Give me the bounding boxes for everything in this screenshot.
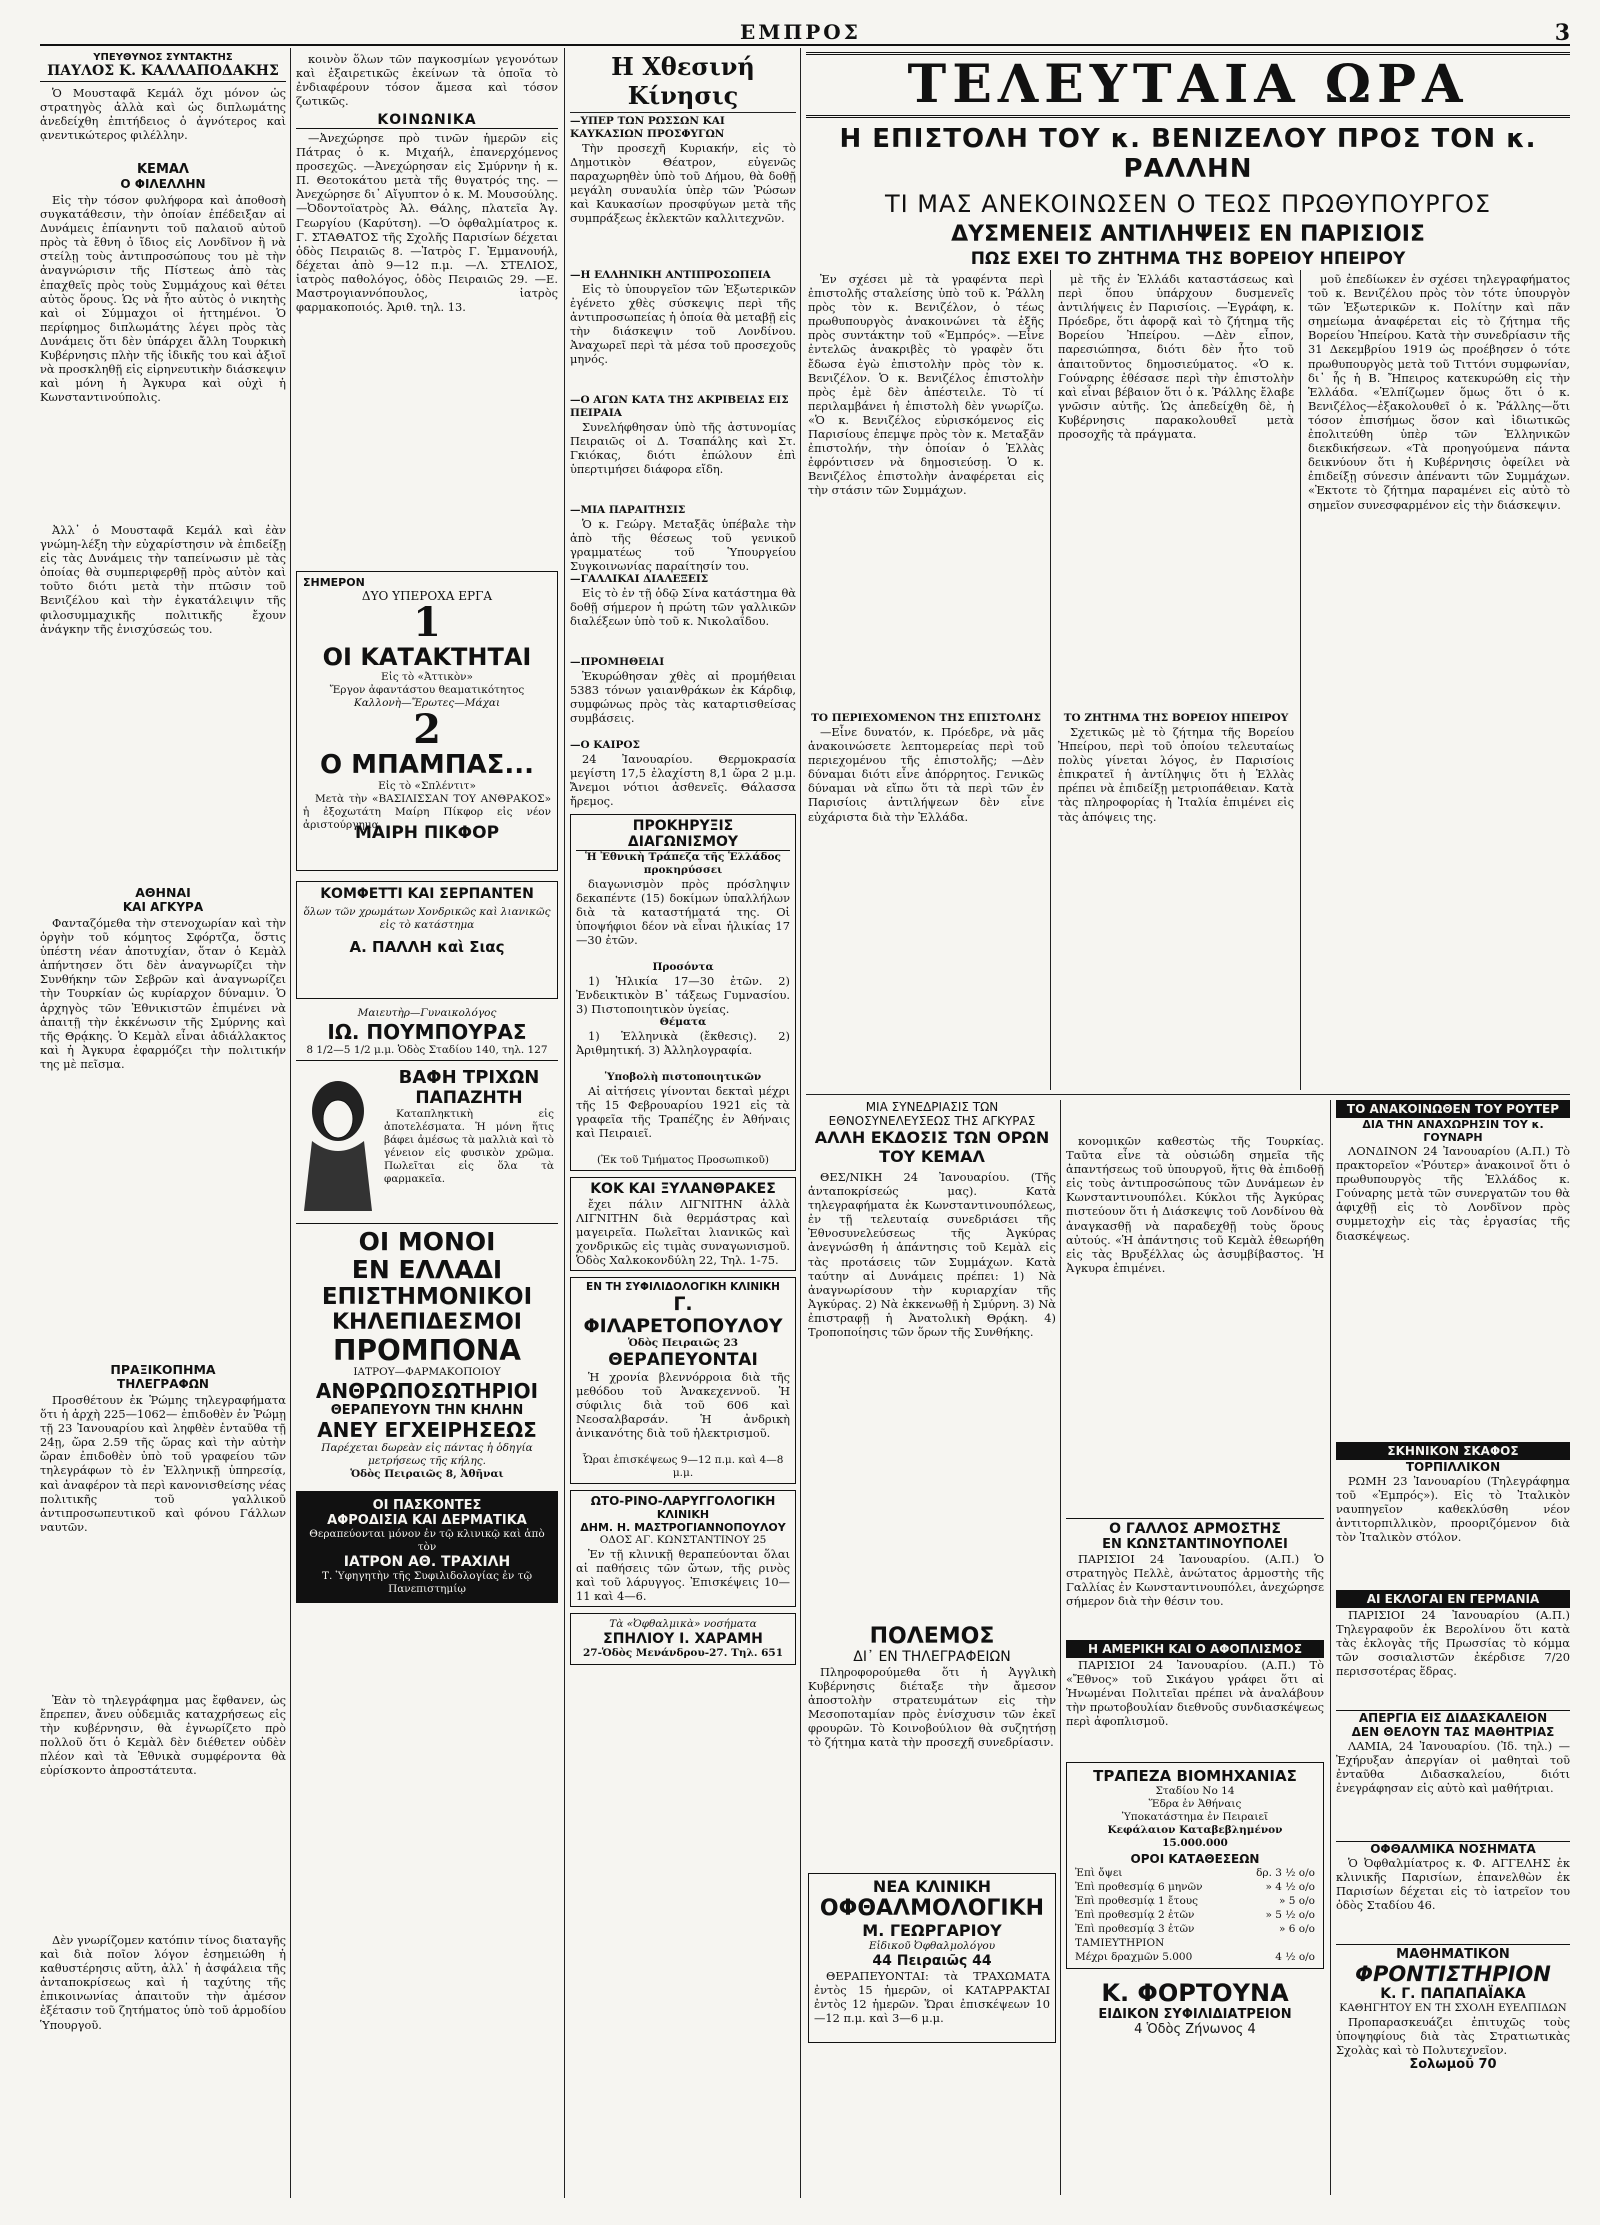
sub-headline: ΔΥΣΜΕΝΕΙΣ ΑΝΤΙΛΗΨΕΙΣ ΕΝ ΠΑΡΙΣΙΟΙΣ xyxy=(951,222,1425,247)
main-column-2 xyxy=(1058,272,1294,1063)
news-heading: —Ο ΚΑΙΡΟΣ xyxy=(570,739,640,751)
column-rule xyxy=(1050,270,1051,1090)
bank-rate-row xyxy=(1073,1880,1317,1894)
fortuna-ad xyxy=(1066,1979,1324,2037)
competition-body: Αἱ αἰτήσεις γίνονται δεκταὶ μέχρι τῆς 15 Φεβρουαρίου 1921 εἰς τὰ γραφεῖα τῆς Τραπέζης ἐν Ἀθήναις καὶ Πειραιεῖ. xyxy=(576,1084,790,1141)
bank-rate-value: » 4 ½ ο/ο xyxy=(1265,1881,1315,1893)
confetti-title: ΚΟΜΦΕΤΤΙ ΚΑΙ ΣΕΡΠΑΝΤΕΝ xyxy=(320,886,534,902)
competition-lead: Ἡ Ἐθνικὴ Τράπεζα τῆς Ἑλλάδος προκηρύσσει xyxy=(585,851,781,876)
tutoring-name: Κ. Γ. ΠΑΠΑΠΑΪΑΚΑ xyxy=(1380,1986,1526,2002)
section-heading: ΚΕΜΑΛ xyxy=(136,162,189,177)
main-column-3 xyxy=(1308,272,1570,1064)
eye-ad-address: 27-Ὁδὸς Μενάνδρου-27. Τηλ. 651 xyxy=(582,1647,784,1659)
cinema-title-2: Ο ΜΠΑΜΠΑΣ... xyxy=(319,750,535,780)
bank-rate-label: Ἐπὶ προθεσμίᾳ 2 ἐτῶν xyxy=(1075,1909,1195,1921)
hernia-address: Ὁδὸς Πειραιῶς 8, Ἀθῆναι xyxy=(350,1468,504,1480)
syph-heading: ΕΝ ΤΗ ΣΥΦΙΛΙΔΟΛΟΓΙΚΗ ΚΛΙΝΙΚΗ xyxy=(586,1281,780,1293)
orl-sub: ΚΛΙΝΙΚΗ xyxy=(656,1508,710,1521)
cinema-star: ΜΑΙΡΗ ΠΙΚΦΟΡ xyxy=(354,823,500,843)
main-headline: Η ΕΠΙΣΤΟΛΗ ΤΟΥ κ. ΒΕΝΙΖΕΛΟΥ ΠΡΟΣ ΤΟΝ κ. ΡΑΛΛΗΝ xyxy=(839,124,1537,184)
section-heading: ΠΡΑΞΙΚΟΠΗΜΑ xyxy=(110,1362,216,1377)
bank-rates-heading: ΟΡΟΙ ΚΑΤΑΘΕΣΕΩΝ xyxy=(1130,1852,1260,1866)
reuter-heading: ΤΟ ΑΝΑΚΟΙΝΩΘΕΝ ΤΟΥ ΡΟΥΤΕΡ xyxy=(1336,1100,1570,1118)
news-heading: —ΓΑΛΛΙΚΑΙ ΔΙΑΛΕΞΕΙΣ xyxy=(570,573,709,585)
venereal-ad xyxy=(296,1491,558,1603)
strike-text: ΛΑΜΙΑ, 24 Ἰανουαρίου. (Ἰδ. τηλ.) —Ἐχήρυξαν ἀπεργίαν οἱ μαθηταὶ τοῦ ἐνταῦθα Διδασκαλείου, διότι ἐνεγράφησαν εἰς αὐτὸ καὶ μαθήτριαι. xyxy=(1336,1739,1570,1796)
bank-rate-value: » 6 ο/ο xyxy=(1279,1923,1315,1935)
bank-rate-label: Ἐπὶ ὄψει xyxy=(1075,1867,1123,1879)
reuter-text: ΛΟΝΔΙΝΟΝ 24 Ἰανουαρίου (Α.Π.) Τὸ πρακτορεῖον «Ῥόυτερ» ἀνακοινοῖ ὅτι ὁ πρωθυπουργὸς τῆς Ἑλλάδος κ. Γούναρης μετὰ τῶν συνεργατῶν του θὰ ἀφιχθῇ εἰς τὸ Λονδῖνον πρὸς συμμετοχὴν εἰς τὰς ἐργασίας τῆς διασκέψεως. xyxy=(1336,1144,1570,1243)
news-lead: —ΥΠΕΡ ΤΩΝ ΡΩΣΣΩΝ ΚΑΙ ΚΑΥΚΑΣΙΩΝ ΠΡΟΣΦΥΓΩΝ xyxy=(570,115,725,140)
hair-brand: ΠΑΠΑΖΗΤΗ xyxy=(415,1088,523,1108)
lower-column-3 xyxy=(1336,1100,1570,2072)
bank-rate-label: ΤΑΜΙΕΥΤΗΡΙΟΝ xyxy=(1075,1937,1165,1949)
bank-rate-row xyxy=(1073,1936,1317,1950)
ophthalmic-clinic-ad xyxy=(808,1873,1056,2043)
newspaper-name: ΕΜΠΡΟΣ xyxy=(740,20,861,44)
article-text: Φανταζόμεθα τὴν στενοχωρίαν καὶ τὴν ὀργὴν τοῦ κόμητος Σφόρτζα, ὅστις ὑπέστη νέαν ἀποτυχίαν, ὅταν ὁ Κεμὰλ ἀπήντησεν ὅτι δὲν ἀναγνωρίζει τὴν Συνθήκην τῶν Σεβρῶν καὶ ἀναγνωρίζει τὴν Τουρκίαν ὡς κυρίαρχον δύναμιν. Ὁ ἀρχηγὸς τῶν Ἐθνικιστῶν ἐπιμένει νὰ ἀπαιτῇ τὴν ἐκκένωσιν τῆς Σμύρνης καὶ τῆς Θρᾴκης. Ὁ Κεμὰλ εἶναι ἀδιάλλακτος καὶ ἡ Ἀγκυρα ἐφαρμόζει τὴν πολιτικήν της μὲ πεῖσμα. xyxy=(40,916,286,1071)
competition-sub: Θέματα xyxy=(659,1016,707,1028)
eye-ad-line-1: Τὰ «Ὀφθαλμικὰ» νοσήματα xyxy=(609,1618,757,1630)
coke-ad xyxy=(570,1177,796,1271)
column-2 xyxy=(296,52,558,1603)
coke-body: ἔχει πάλιν ΛΙΓΝΙΤΗΝ ἀλλὰ ΛΙΓΝΙΤΗΝ διὰ θερμάστρας καὶ μαγειρεῖα. Πωλεῖται λιανικῶς καὶ χονδρικῶς εἰς τιμὰς συναγωνισμοῦ. Ὁδὸς Χαλκοκονδύλη 22, Τηλ. 1-75. xyxy=(576,1197,790,1268)
syph-body: Ἡ χρονία βλεννόρροια διὰ τῆς μεθόδου τοῦ Ἀνακεχεννοῦ. Ἡ σύφιλις διὰ τοῦ 606 καὶ Νεοσαλβαρσάν. Ἡ ἀνδρικὴ ἀνικανότης διὰ τοῦ ἠλεκτρισμοῦ. xyxy=(576,1370,790,1441)
strike-subheading: ΔΕΝ ΘΕΛΟΥΝ ΤΑΣ ΜΑΘΗΤΡΙΑΣ xyxy=(1351,1725,1555,1739)
bank-capital: Κεφάλαιον Καταβεβλημένον 15.000.000 xyxy=(1107,1824,1283,1849)
bank-ad xyxy=(1066,1762,1324,1969)
cinema-ad xyxy=(296,571,558,871)
america-heading: Η ΑΜΕΡΙΚΗ ΚΑΙ Ο ΑΦΟΠΛΙΣΜΟΣ xyxy=(1066,1640,1324,1658)
column-rule xyxy=(290,48,291,2198)
bank-rate-value: » 5 ο/ο xyxy=(1279,1895,1315,1907)
column-rule xyxy=(1300,270,1301,1090)
bank-branch: Ὑποκατάστημα ἐν Πειραιεῖ xyxy=(1121,1811,1269,1823)
germany-text: ΠΑΡΙΣΙΟΙ 24 Ἰανουαρίου (Α.Π.) Τηλεγραφοῦν ἐκ Βερολίνου ὅτι κατὰ τὰς ἐκλογὰς τῆς Πρωσσίας τὸ κόμμα τῶν σοσιαλιστῶν ἐκέρδισε 7/20 περισσοτέρας ἕδρας. xyxy=(1336,1608,1570,1679)
cinema-number-2: 2 xyxy=(413,706,441,753)
reuter-subheading: ΔΙΑ ΤΗΝ ΑΝΑΧΩΡΗΣΙΝ ΤΟΥ κ. ΓΟΥΝΑΡΗ xyxy=(1362,1118,1544,1144)
bank-rate-row xyxy=(1073,1950,1317,1964)
news-heading: —Ο ΑΓΩΝ ΚΑΤΑ ΤΗΣ ΑΚΡΙΒΕΙΑΣ ΕΙΣ ΠΕΙΡΑΙΑ xyxy=(570,394,789,419)
oph-text: ΘΕΡΑΠΕΥΟΝΤΑΙ: τὰ ΤΡΑΧΩΜΑΤΑ ἐντὸς 15 ἡμερῶν, οἱ ΚΑΤΑΡΡΑΚΤΑΙ ἐντὸς 12 ἡμερῶν. Ὥραι ἐπισκέψεων 10—12 π.μ. καὶ 3—6 μ.μ. xyxy=(814,1969,1050,2026)
competition-sub: Προσόντα xyxy=(652,961,714,973)
confetti-body: ὅλων τῶν χρωμάτων Χονδρικῶς καὶ λιανικῶς εἰς τὸ κατάστημα xyxy=(303,906,551,931)
news-text: Συνελήφθησαν ὑπὸ τῆς ἀστυνομίας Πειραιῶς οἱ Δ. Τσαπάλης καὶ Στ. Γκιόκας, διότι ἐπώλουν ἐπὶ ὑπερτιμήσει διάφορα εἴδη. xyxy=(570,420,796,477)
hair-body: Καταπληκτικὴ εἰς ἀποτελέσματα. Ἡ μόνη ἥτις βάφει ἀμέσως τὰ μαλλιὰ καὶ τὸ γένειον εἰς φυσικὸν χρῶμα. Πωλεῖται εἰς ὅλα τὰ φαρμακεῖα. xyxy=(384,1108,554,1185)
ankara-subheading: ΑΛΛΗ ΕΚΔΟΣΙΣ ΤΩΝ ΟΡΩΝ ΤΟΥ ΚΕΜΑΛ xyxy=(814,1128,1050,1166)
cinema-title-1: ΟΙ ΚΑΤΑΚΤΗΤΑΙ xyxy=(322,643,532,671)
cinema-number-1: 1 xyxy=(413,599,441,646)
ankara-text: ΘΕΣ/ΝΙΚΗ 24 Ἰανουαρίου. (Τῆς ἀνταποκρίσεώς μας). Κατὰ τηλεγραφήματα ἐκ Κωνσταντινουπόλεως, ἐν τῇ τελευταίᾳ συνεδριάσει τῆς Ἐθνοσυνελεύσεως τῆς Ἀγκύρας ἀνεγνώσθη ἡ ἀπάντησις τοῦ Κεμὰλ εἰς τὰς προτάσεις τῶν Συμμάχων. Κατὰ ταύτην αἱ Δυνάμεις πρέπει: 1) Νὰ ἀναγνωρίσουν τὴν κυριαρχίαν τῆς Ἀγκύρας. 2) Νὰ ἐκκενωθῇ ἡ Σμύρνη. 3) Νὰ ἐπιστραφῇ ἡ Ἀνατολικὴ Θρᾴκη. 4) Τροποποίησις τῶν ὅρων τῆς Συνθήκης. xyxy=(808,1170,1056,1340)
ship-subheading: ΤΟΡΠΙΛΛΙΚΟΝ xyxy=(1405,1460,1501,1474)
column-1 xyxy=(40,52,286,2083)
bank-rate-label: Μέχρι δραχμῶν 5.000 xyxy=(1075,1951,1193,1963)
america-text: ΠΑΡΙΣΙΟΙ 24 Ἰανουαρίου. (Α.Π.) Τὸ «Ἔθνος» τοῦ Σικάγου γράφει ὅτι αἱ Ἡνωμέναι Πολιτεῖαι πρέπει νὰ ἀναλάβουν τὴν πρωτοβουλίαν διεθνοῦς συνδιασκέψεως περὶ ἀφοπλισμοῦ. xyxy=(1066,1658,1324,1729)
column-rule xyxy=(800,48,801,2198)
syph-name: Γ. ΦΙΛΑΡΕΤΟΠΟΥΛΟΥ xyxy=(583,1293,783,1337)
main-column-1 xyxy=(808,272,1044,1063)
cinema-desc-2: Μετὰ τὴν «ΒΑΣΙΛΙΣΣΑΝ ΤΟΥ ΑΝΘΡΑΚΟΣ» ἡ ἐξοχωτάτη Μαίρη Πίκφορ εἰς νέον ἀριστούργημα. xyxy=(303,793,551,831)
bank-rate-row xyxy=(1073,1922,1317,1936)
news-heading: —Η ΕΛΛΗΝΙΚΗ ΑΝΤΙΠΡΟΣΩΠΕΙΑ xyxy=(570,269,771,281)
strike-heading: ΑΠΕΡΓΙΑ ΕΙΣ ΔΙΔΑΣΚΑΛΕΙΟΝ xyxy=(1336,1710,1570,1725)
syph-treat: ΘΕΡΑΠΕΥΟΝΤΑΙ xyxy=(608,1350,758,1370)
oph-big: ΟΦΘΑΛΜΟΛΟΓΙΚΗ xyxy=(819,1896,1045,1921)
ship-text: ΡΩΜΗ 23 Ἰανουαρίου (Τηλεγράφημα τοῦ «Ἐμπρός»). Εἰς τὸ Ἰταλικὸν ναυπηγεῖον καθεκλύσθη νέον ἀντιτορπιλλικὸν, προοριζόμενον διὰ τὸν Ἰταλικὸν στόλον. xyxy=(1336,1474,1570,1545)
competition-sign: (Ἐκ τοῦ Τμήματος Προσωπικοῦ) xyxy=(597,1154,769,1166)
bank-rate-value xyxy=(1238,1936,1317,1950)
bank-rate-value: » 5 ½ ο/ο xyxy=(1265,1909,1315,1921)
sub-headline: ΠΩΣ ΕΧΕΙ ΤΟ ΖΗΤΗΜΑ ΤΗΣ ΒΟΡΕΙΟΥ ΗΠΕΙΡΟΥ xyxy=(970,249,1406,269)
main-subheading: ΤΟ ΖΗΤΗΜΑ ΤΗΣ ΒΟΡΕΙΟΥ ΗΠΕΙΡΟΥ xyxy=(1063,712,1289,724)
editor-label: ΥΠΕΥΘΥΝΟΣ ΣΥΝΤΑΚΤΗΣ xyxy=(93,52,233,63)
hernia-line-4: ΚΗΛΕΠΙΔΕΣΜΟΙ xyxy=(332,1310,522,1335)
main-text: Ἐν σχέσει μὲ τὰ γραφέντα περὶ ἐπιστολῆς σταλείσης ὑπὸ τοῦ κ. Ῥάλλη πρὸς τὸν κ. Βενιζέλον, ὁ τέως πρωθυπουργὸς ἀνακοινώνει τὰ ἑξῆς πρὸς συντάκτην τοῦ «Ἐμπρός». —Εἶνε ἐντελῶς ἀνακριβὲς τὸ γραφὲν ὅτι ἔδωσα ἐγὼ ἐπιστολὴν πρὸς τὸν κ. Βενιζέλον. Ὁ κ. Βενιζέλος ἐπιστολὴν πρὸς ἐμὲ δὲν ἀπέστειλε. Τὸ τί περιλαμβάνει ἡ ἐπιστολὴ δὲν γνωρίζω. «Ὁ κ. Βενιζέλος εὑρισκόμενος εἰς Παρισίους ἐπεμψε πρὸς τὸν κ. Μεταξᾶν ἐπιστολήν, τὴν ὁποίαν ὁ Ἑλλὰς ἐφρόντισεν νὰ δημοσιεύσῃ. Ὁ κ. Βενιζέλος ἐπιστολὴν ἀναφέρεται εἰς τὴν στάσιν τῶν Συμμάχων. xyxy=(808,272,1044,498)
news-text: Ὁ κ. Γεώργ. Μεταξᾶς ὑπέβαλε τὴν ἀπὸ τῆς θέσεως τοῦ γενικοῦ γραμματέως τοῦ Ὑπουργείου Συγκοινωνίας παραίτησίν του. xyxy=(570,517,796,574)
article-text: Εἰς τὴν τόσον φυλήφορα καὶ ἀποθοσὴ συγκατάθεσιν, τὴν ὁποίαν ἐπέδειξαν αἱ Δυνάμεις ἐπίανηντι τοῦ παλαιοῦ αὐτοῦ πρὸς τὰ ἔθνη ὁ ἴδιος εἰς Λονδῖνον ἢ νὰ στείλῃ τοὺς ἀντιπροσώπους του μὲ τὴν ἀναγνώρισιν τῆς Πίστεως ἀπὸ τὰς ἐπαχθεῖς πρὸς τοὺς Συμμάχους καὶ θέτει αὐτὸς ὅρους. Ὡς νὰ ἦτο αὐτὸς ὁ νικητὴς καὶ οἱ Σύμμαχοι οἱ ἡττημένοι. Ὁ περίφημος διπλωμάτης λέγει πρὸς τὰς Δυνάμεις ὅτι δὲν ὑπάρχει ἄλλη Τουρκικὴ Κυβέρνησις πλὴν τῆς ἰδικῆς του καὶ ἀξιοῖ νὰ προσκληθῇ εἰς εἰρηνευτικὴν διάσκεψιν καὶ μόνη ἡ Ἀγκυρα καὶ οὐχὶ ἡ Κωνσταντινούπολις. xyxy=(40,193,286,405)
oph-address: 44 Πειραιῶς 44 xyxy=(872,1953,992,1969)
section-heading: ΑΘΗΝΑΙ xyxy=(135,885,191,900)
main-text: μοῦ ἐπεδίωκεν ἐν σχέσει τηλεγραφήματος τοῦ κ. Βενιζέλου πρὸς τὸν τότε ὑπουργὸν τῶν Ἐξωτερικῶν κ. Πολίτην καὶ πᾶν σημείωμα ἀναφέρεται εἰς τὸ ζήτημα τῆς Βορείου Ἠπείρου. Κατὰ τὴν συνεδρίασιν τῆς 31 Δεκεμβρίου 1919 ὡς προέβησεν ὁ τότε πρωθυπουργὸς μετὰ τοῦ Τιττόνι συμφωνίαν, δι᾽ ἧς ἡ Β. Ἤπειρος κατεκυρώθη εἰς τὴν Ἑλλάδα. «Ἐλπίζωμεν ὅμως ὅτι ὁ κ. Βενιζέλος—ἐξακολουθεῖ ὁ κ. Ῥάλλης—ὅτι τόσον ἐπισήμως ὅσον καὶ ἰδιωτικῶς ἐπολιτεύθη ὑπὲρ τῶν Ἑλληνικῶν διεκδικήσεων. «Τὰ προηγούμενα πάντα δεικνύουν ὅτι ἡ Κυβέρνησις ὀφείλει νὰ ἐπιδείξῃ σύνεσιν ἀπέναντι τῶν Συμμάχων. «Ἐκτοτε τὸ ζήτημα παραμένει εἰς αὐτὸ τὸ σημεῖον συνεσφαρμένον εἰς τὴν διάσκεψιν. xyxy=(1308,272,1570,512)
eye-ad-doctor: ΣΠΗΛΙΟΥ Ι. ΧΑΡΑΜΗ xyxy=(603,1631,763,1647)
page-number: 3 xyxy=(1554,20,1570,46)
venereal-line-3: Θεραπεύονται μόνον ἐν τῷ κλινικῷ καὶ ἀπὸ τὸν xyxy=(309,1528,545,1553)
eye-disease-text: Ὁ Ὀφθαλμίατρος κ. Φ. ΑΓΓΕΛΗΣ ἐκ κλινικῆς Παρισίων, ἐπανελθὼν ἐκ Παρισίων δέχεται εἰς τὸ ἰατρεῖον του ὁδὸς Σταδίου 46. xyxy=(1336,1856,1570,1913)
sub-headline: ΤΙ ΜΑΣ ΑΝΕΚΟΙΝΩΣΕΝ Ο ΤΕΩΣ ΠΡΩΘΥΠΟΥΡΓΟΣ xyxy=(884,190,1492,218)
bank-rate-label: Ἐπὶ προθεσμίᾳ 3 ἐτῶν xyxy=(1075,1923,1195,1935)
hernia-line-3: ΕΠΙΣΤΗΜΟΝΙΚΟΙ xyxy=(321,1284,533,1310)
news-title: Η Χθεσινή Κίνησις xyxy=(611,52,755,110)
hernia-line-1: ΟΙ ΜΟΝΟΙ xyxy=(358,1227,496,1256)
column-rule xyxy=(564,48,565,2198)
tutoring-sub: ΚΑΘΗΓΗΤΟΥ ΕΝ ΤΗ ΣΧΟΛΗ ΕΥΕΛΠΙΔΩΝ xyxy=(1339,2002,1567,2014)
confetti-shop: Α. ΠΑΛΛΗ καὶ Σιας xyxy=(349,938,505,956)
hernia-profession: ΙΑΤΡΟΥ—ΦΑΡΜΑΚΟΠΟΙΟΥ xyxy=(353,1366,501,1378)
war-heading: ΠΟΛΕΜΟΣ xyxy=(869,1624,995,1649)
tutoring-big: ΦΡΟΝΤΙΣΤΗΡΙΟΝ xyxy=(1355,1962,1551,1986)
hernia-line-2: ΕΝ ΕΛΛΑΔΙ xyxy=(351,1255,503,1284)
masthead xyxy=(40,20,1570,46)
main-subheading: ΤΟ ΠΕΡΙΕΧΟΜΕΝΟΝ ΤΗΣ ΕΠΙΣΤΟΛΗΣ xyxy=(811,712,1041,724)
news-text: Ἐκυρώθησαν χθὲς αἱ προμήθειαι 5383 τόνων γαιανθράκων ἐκ Κάρδιφ, συμφώνως πρὸς τὰς καταρτισθείσας συμβάσεις. xyxy=(570,669,796,726)
oph-specialty: Εἰδικοῦ Ὀφθαλμολόγου xyxy=(868,1940,996,1952)
section-heading: Ο ΦΙΛΕΛΛΗΝ xyxy=(120,177,206,191)
tutoring-text: Προπαρασκευάζει ἐπιτυχῶς τοὺς ὑποψηφίους διὰ τὰς Στρατιωτικὰς Σχολὰς καὶ τὸ Πολυτεχνεῖον. xyxy=(1336,2015,1570,2058)
orl-name: ΔΗΜ. Η. ΜΑΣΤΡΟΓΙΑΝΝΟΠΟΥΛΟΥ xyxy=(580,1521,786,1534)
news-text: Εἰς τὸ ὑπουργεῖον τῶν Ἐξωτερικῶν ἐγένετο χθὲς σύσκεψις περὶ τῆς ἀντιπροσωπείας ἡ ὁποία θὰ μεταβῇ εἰς τὴν διάσκεψιν τοῦ Λονδίνου. Ἀναχωρεῖ περὶ τὰ μέσα τοῦ προσεχοῦς μηνός. xyxy=(570,282,796,367)
hernia-ad xyxy=(296,1223,558,1481)
oph-heading: ΝΕΑ ΚΛΙΝΙΚΗ xyxy=(872,1877,992,1896)
bank-rate-value: 4 ½ ο/ο xyxy=(1275,1951,1315,1963)
section-heading: ΤΗΛΕΓΡΑΦΩΝ xyxy=(117,1377,209,1391)
news-text: Εἰς τὸ ἐν τῇ ὁδῷ Σίνα κατάστημα θὰ δοθῇ σήμερον ἡ πρώτη τῶν γαλλικῶν διαλέξεων ὑπὸ τοῦ κ. Νικολαΐδου. xyxy=(570,586,796,629)
bank-rate-value: δρ. 3 ½ ο/ο xyxy=(1256,1867,1315,1879)
war-text: Πληροφορούμεθα ὅτι ἡ Ἀγγλικὴ Κυβέρνησις διέταξε τὴν ἄμεσον ἀποστολὴν στρατευμάτων εἰς τὴν Μεσοποταμίαν πρὸς ἐνίσχυσιν τῶν ἐκεῖ φρουρῶν. Τὸ Κοινοβούλιον θὰ συζητήσῃ τὸ ζήτημα κατὰ τὴν προσεχῆ συνεδρίασιν. xyxy=(808,1665,1056,1750)
competition-items: 1) Ἑλληνικὰ (ἔκθεσις). 2) Ἀριθμητική. 3) Ἀλληλογραφία. xyxy=(576,1029,790,1058)
orl-address: ΟΔΟΣ ΑΓ. ΚΩΝΣΤΑΝΤΙΝΟΥ 25 xyxy=(599,1534,767,1546)
article-text: Ἀλλ᾽ ὁ Μουσταφᾶ Κεμάλ καὶ ἐὰν γνώμη-λέξη τὴν εὐχαρίστησιν νὰ ἐπιδείξῃ εἰς τὰς Δυνάμεις τὴν ταπείνωσιν μὲ τὰς ὁποίας θὰ συμπεριφερθῇ πρὸς αὐτὸν καὶ τοῦτο διότι μετὰ τὴν πτῶσιν τοῦ Βενιζέλου καὶ τὴν ἐγκατάλειψιν τῆς φιλοσυμμαχικῆς πολιτικῆς ἔχουν ἀνάγκην τῆς ἐνισχύσεώς του. xyxy=(40,523,286,636)
venereal-line-1: ΟΙ ΠΑΣΚΟΝΤΕΣ xyxy=(372,1498,482,1513)
bank-title: ΤΡΑΠΕΖΑ ΒΙΟΜΗΧΑΝΙΑΣ xyxy=(1093,1767,1297,1785)
main-section xyxy=(806,52,1570,269)
cinema-today: ΣΗΜΕΡΟΝ xyxy=(303,576,365,589)
doctor-ad xyxy=(296,1007,558,1061)
ship-heading: ΣΚΗΝΙΚΟΝ ΣΚΑΦΟΣ xyxy=(1336,1442,1570,1460)
germany-heading: ΑΙ ΕΚΛΟΓΑΙ ΕΝ ΓΕΡΜΑΝΙΑ xyxy=(1336,1590,1570,1608)
orl-body: Ἐν τῇ κλινικῇ θεραπεύονται ὅλαι αἱ παθήσεις τῶν ὤτων, τῆς ρινὸς καὶ τοῦ λάρυγγος. Ἐπισκέψεις 10—11 καὶ 4—6. xyxy=(576,1547,790,1604)
bank-rates-table xyxy=(1073,1866,1317,1964)
article-text: Ἐὰν τὸ τηλεγράφημα μας ἔφθανεν, ὡς ἔπρεπεν, ἄνευ οὐδεμιᾶς καταχρήσεως εἰς τὴν κυβέρνησιν, θὰ ἐγνωρίζετο πρὸ πολλοῦ ὅτι ὁ Κεμὰλ δὲν διέθετεν οὐδὲν πλέον καὶ τὰ Ἐθνικὰ συμφέροντα θὰ εὐρίσκοντο ἀπροστάτευτα. xyxy=(40,1693,286,1778)
venereal-title: Τ. Ὑφηγητὴν τῆς Συφιλιδολογίας ἐν τῷ Πανεπιστημίῳ xyxy=(321,1570,533,1595)
news-heading: —ΠΡΟΜΗΘΕΙΑΙ xyxy=(570,656,665,668)
column-rule xyxy=(1330,1100,1331,2195)
syphilis-clinic-ad xyxy=(570,1277,796,1484)
confetti-ad xyxy=(296,881,558,999)
doctor-specialty: Μαιευτὴρ—Γυναικολόγος xyxy=(357,1007,497,1019)
bank-rate-label: Ἐπὶ προθεσμίᾳ 6 μηνῶν xyxy=(1075,1881,1203,1893)
news-text: Τὴν προσεχῆ Κυριακήν, εἰς τὸ Δημοτικὸν Θέατρον, εὐγενῶς παραχωρηθὲν ὑπὸ τοῦ Δήμου, θὰ δοθῇ μεγάλη συναυλία ὑπὲρ τῶν Ῥώσων καὶ Καυκασίων προσφύγων μετὰ τῆς συμπράξεως ἐκλεκτῶν καλλιτεχνῶν. xyxy=(570,141,796,226)
koinonika-text: —Ἀνεχώρησε πρὸ τινῶν ἡμερῶν εἰς Πάτρας ὁ κ. Μιχαήλ, ἐπανερχόμενος προσεχῶς. —Ἀνεχώρησαν εἰς Σμύρνην ἡ κ. Π. Θεοτοκάτου μετὰ τῆς θυγατρός της. —Ἀνεχώρησε δι᾽ Αἴγυπτον ὁ κ. Μ. Μουσούλης. —Ὀδοντοϊατρὸς Ἀλ. Θάλης, πλατεῖα Ἁγ. Γεωργίου (Καρύτση). —Ὁ ὀφθαλμίατρος κ. Γ. ΣΤΑΘΑΤΟΣ τῆς Σχολῆς Παρισίων δέχεται ὁδὸς Πειραιῶς 8. —Ἰατρὸς Γ. Ἐμμανουήλ, δέχεται ἀπὸ 9—12 π.μ. —Λ. ΣΤΕΛΙΟΣ, ἰατρὸς παθολόγος, ὁδὸς Πειραιῶς 29. —Ε. Μαστρογιαννόπουλος, ἰατρὸς φαρμακοποιός. Ἀριθ. τηλ. 13. xyxy=(296,131,558,315)
tutoring-ad xyxy=(1336,1944,1570,2072)
banner-headline: ΤΕΛΕΥΤΑΙΑ ΩΡΑ xyxy=(806,52,1570,118)
article-text: Ὁ Μουσταφᾶ Κεμάλ ὄχι μόνον ὡς στρατηγὸς ἀλλὰ καὶ ὡς διπλωμάτης ἀνεδείχθη ἐπιτήδειος ὁ ἀγνότερος καὶ ᾳνεντικώτερος φιλέλλην. xyxy=(40,86,286,143)
doctor-name: ΙΩ. ΠΟΥΜΠΟΥΡΑΣ xyxy=(327,1020,527,1044)
hernia-brand: ΠΡΟΜΠΟΝΑ xyxy=(333,1334,521,1367)
hernia-note: Παρέχεται δωρεὰν εἰς πάντας ἡ ὁδηγία μετρήσεως τῆς κήλης. xyxy=(321,1442,533,1467)
fortuna-address: 4 Ὁδὸς Ζήνωνος 4 xyxy=(1134,2022,1256,2037)
tutoring-heading: ΜΑΘΗΜΑΤΙΚΟΝ xyxy=(1396,1947,1510,1962)
venereal-line-2: ΑΦΡΟΔΙΣΙΑ ΚΑΙ ΔΕΡΜΑΤΙΚΑ xyxy=(327,1513,527,1528)
eye-doctor-ad xyxy=(570,1613,796,1665)
competition-body: διαγωνισμὸν πρὸς πρόσληψιν δεκαπέντε (15) δοκίμων ὑπαλλήλων διὰ τὰ καταστήματά της. Οἱ ὑποψήφιοι δέον νὰ εἶναι ἠλικίας 17—30 ἐτῶν. xyxy=(576,877,790,948)
bank-address: Σταδίου Νο 14 xyxy=(1155,1785,1235,1797)
hair-title: ΒΑΦΗ ΤΡΙΧΩΝ xyxy=(398,1067,540,1088)
competition-title: ΠΡΟΚΗΡΥΞΙΣ ΔΙΑΓΩΝΙΣΜΟΥ xyxy=(576,818,790,851)
lower-column-1 xyxy=(808,1100,1056,2043)
oph-name: Μ. ΓΕΩΡΓΑΡΙΟΥ xyxy=(862,1921,1002,1940)
bank-rate-row xyxy=(1073,1894,1317,1908)
section-divider xyxy=(806,1094,1570,1095)
news-text: 24 Ἰανουαρίου. Θερμοκρασία μεγίστη 17,5 ἐλαχίστη 8,1 ὥρα 2 μ.μ. Ἄνεμοι νότιοι ἀσθενεῖς. Θάλασσα ἤρεμος. xyxy=(570,752,796,809)
main-text: μὲ τῆς ἐν Ἑλλάδι καταστάσεως καὶ περὶ ὅπου ὑπάρχουν δυσμενεῖς ἀντιλήψεις ἐν Παρισίοις. —Ἐγράφη, κ. Πρόεδρε, ὅτι ἀφορᾷ καὶ τὸ ζήτημα τῆς Βορείου Ἠπείρου. —Δὲν εἶπον, παρεσιώπησα, διότι δὲν ἦτο τοῦ ἀπαιτοῦντος δημοσιεύματος. «Ὁ κ. Γούναρης ἐθέσασε περὶ τὴν ἐπιστολὴν καὶ εἶναι βέβαιον ὅτι ὁ κ. Ῥάλλης ἔλαβε γνῶσιν αὐτῆς. Ὡς ἀπεδείχθη δὲ, ἡ Κυβέρνησις παρακολουθεῖ μετὰ προσοχῆς τὰ πράγματα. xyxy=(1058,272,1294,442)
coke-title: ΚΟΚ ΚΑΙ ΞΥΛΑΝΘΡΑΚΕΣ xyxy=(590,1181,776,1197)
article-text: Προσθέτουν ἐκ Ῥώμης τηλεγραφήματα ὅτι ἡ ἀρχὴ 225—1062— ἐπιδοθὲν ἐν Ῥώμῃ τῇ 23 Ἰανουαρίου καὶ ληφθὲν ἐνταῦθα τῇ 24ῃ, ὥρα 2.59 τῆς ὥρας καὶ τὴν αὐτὴν ὥραν ἐπιδοθὲν ὑπὸ τοῦ γραφείου τῶν τηλεγράφων τὸ ἐν Ἐλληνικῇ ὑπηρεσίᾳ, καὶ ἀναφέρον τὰ περὶ κανονισθείσης νέας πολιτικῆς τοῦ γαλλικοῦ ἀντιπροσωπευτικοῦ καὶ φόνου Γάλλων ναυτῶν. xyxy=(40,1393,286,1534)
tutoring-address: Σολωμοῦ 70 xyxy=(1409,2057,1497,2072)
war-subheading: ΔΙ᾽ ΕΝ ΤΗΛΕΓΡΑΦΕΙΩΝ xyxy=(853,1649,1011,1665)
orl-heading: ΩΤΟ-ΡΙΝΟ-ΛΑΡΥΓΓΟΛΟΓΙΚΗ xyxy=(590,1494,776,1508)
main-text: Σχετικῶς μὲ τὸ ζήτημα τῆς Βορείου Ἠπείρου, περὶ τοῦ ὁποίου τελευταίως πολὺς γίνεται λόγος, ἐν Παρισίοις ἐπικρατεῖ ἡ ἀντίληψις ὅτι ἡ Ἑλλὰς πρέπει νὰ ἐπιδείξῃ μετριοπάθειαν. Κατὰ τὰς πληροφορίας ἡ Ἰταλία ἐπιμένει εἰς τὰς ἀπόψεις της. xyxy=(1058,725,1294,824)
article-text: Δὲν γνωρίζομεν κατόπιν τίνος διαταγῆς καὶ διὰ ποῖον λόγον ἐσημειώθη ἡ καθυστέρησις αὕτη, ἀλλ᾽ ἡ ἀσφάλεια τῆς ἀνταποκρίσεως καὶ ἡ ταχύτης τῆς ἐπικοινωνίας ἀπαιτοῦν τὴν ἀμέσον ἐξέτασιν τοῦ ζητήματος ὑπὸ τοῦ ἁρμοδίου Ὑπουργοῦ. xyxy=(40,1933,286,2032)
competition-sub: Ὑποβολὴ πιστοποιητικῶν xyxy=(604,1071,762,1083)
orl-clinic-ad xyxy=(570,1490,796,1607)
syph-address: Ὁδὸς Πειραιῶς 23 xyxy=(627,1337,739,1349)
venereal-doctor: ΙΑΤΡΟΝ ΑΘ. ΤΡΑΧΙΛΗ xyxy=(343,1554,511,1570)
main-text: —Εἶνε δυνατόν, κ. Πρόεδρε, νὰ μᾶς ἀνακοινώσετε λεπτομερείας περὶ τοῦ περιεχομένου τῆς ἐπιστολῆς; —Δὲν δύναμαι διότι εἶνε ἀπόρρητος. Γενικῶς δύναμαι νὰ εἴπω ὅτι τὰ περὶ τῶν ἐν Παρισίοις ἀντιλήψεων δὲν εἶνε εὐχάριστα διὰ τὴν Ἑλλάδα. xyxy=(808,725,1044,824)
cinema-venue-2: Εἰς τὸ «Σπλέντιτ» xyxy=(378,780,476,792)
hair-dye-ad xyxy=(296,1067,558,1217)
bank-rate-label: Ἐπὶ προθεσμίᾳ 1 ἔτους xyxy=(1075,1895,1199,1907)
section-heading: ΚΑΙ ΑΓΚΥΡΑ xyxy=(122,900,204,914)
eye-disease-heading: ΟΦΘΑΛΜΙΚΑ ΝΟΣΗΜΑΤΑ xyxy=(1336,1841,1570,1856)
fortuna-specialty: ΕΙΔΙΚΟΝ ΣΥΦΙΛΙΔΙΑΤΡΕΙΟΝ xyxy=(1098,2007,1292,2022)
fortuna-name: Κ. ΦΟΡΤΟΥΝΑ xyxy=(1101,1979,1289,2007)
hernia-line-6: ΘΕΡΑΠΕΥΟΥΝ ΤΗΝ ΚΗΛΗΝ xyxy=(330,1403,524,1418)
bank-rate-row xyxy=(1073,1866,1317,1880)
hernia-line-5: ΑΝΘΡΩΠΟΣΩΤΗΡΙΟΙ xyxy=(315,1379,539,1403)
news-heading: —ΜΙΑ ΠΑΡΑΙΤΗΣΙΣ xyxy=(570,504,686,516)
bank-seat: Ἕδρα ἐν Ἀθήναις xyxy=(1148,1798,1242,1810)
ankara-text-cont: κονομικῶν καθεστὼς τῆς Τουρκίας. Ταῦτα εἶνε τὰ οὐσιώδη σημεῖα τῆς ἀπαντήσεως τοῦ ὑπουργοῦ, ἥτις θὰ ἐπιδοθῇ εἰς τοὺς ἀντιπροσώπους τῶν Δυνάμεων ἐν Κωνσταντινουπόλει. Κύκλοι τῆς Ἀγκύρας πιστεύουν ὅτι ἡ Διάσκεψις τοῦ Λονδίνου θὰ ἀναγκασθῇ νὰ παραδεχθῇ τοὺς ὅρους αὐτούς. «Ἡ ἀπάντησις τοῦ Κεμὰλ ἐθεωρήθη εἰς τὰς Βρυξέλλας ὡς ἀσυμβίβαστος. Ἡ Ἀγκυρα ἐπιμένει. xyxy=(1066,1134,1324,1275)
lower-column-2 xyxy=(1066,1100,1324,2037)
competition-notice xyxy=(570,814,796,1171)
column-3 xyxy=(570,52,796,1665)
commissioner-text: ΠΑΡΙΣΙΟΙ 24 Ἰανουαρίου. (Α.Π.) Ὁ στρατηγὸς Πελλὲ, ἀνώτατος ἁρμοστὴς τῆς Γαλλίας ἐν Κωνσταντινουπόλει, ἀνεχώρησε σήμερον διὰ τὴν θέσιν του. xyxy=(1066,1552,1324,1609)
koinonika-heading: ΚΟΙΝΩΝΙΚΑ xyxy=(296,112,558,129)
doctor-hours: 8 1/2—5 1/2 μ.μ. Ὁδὸς Σταδίου 140, τηλ. 127 xyxy=(306,1044,548,1056)
syph-hours: Ὧραι ἐπισκέψεως 9—12 π.μ. καὶ 4—8 μ.μ. xyxy=(582,1454,784,1479)
editor-name: ΠΑΥΛΟΣ Κ. ΚΑΛΛΑΠΟΔΑΚΗΣ xyxy=(40,63,286,82)
cinema-tags-1: Καλλονὴ—Ἔρωτες—Μάχαι xyxy=(353,697,501,709)
commissioner-heading: Ο ΓΑΛΛΟΣ ΑΡΜΟΣΤΗΣ xyxy=(1066,1518,1324,1537)
column-rule xyxy=(1060,1100,1061,2195)
hernia-line-7: ΑΝΕΥ ΕΓΧΕΙΡΗΣΕΩΣ xyxy=(317,1418,537,1442)
cinema-subtitle: ΔΥΟ ΥΠΕΡΟΧΑ ΕΡΓΑ xyxy=(361,589,493,603)
ankara-heading: ΜΙΑ ΣΥΝΕΔΡΙΑΣΙΣ ΤΩΝ ΕΘΝΟΣΥΝΕΛΕΥΣΕΩΣ ΤΗΣ ΑΓΚΥΡΑΣ xyxy=(828,1100,1036,1128)
bank-rate-row xyxy=(1073,1908,1317,1922)
woman-portrait-icon xyxy=(298,1071,378,1211)
competition-items: 1) Ἡλικία 17—30 ἐτῶν. 2) Ἐνδεικτικὸν Β᾽ τάξεως Γυμνασίου. 3) Πιστοποιητικὸν ὑγείας. xyxy=(576,974,790,1017)
cinema-venue-1: Εἰς τὸ «Ἀττικὸν» xyxy=(381,671,473,683)
commissioner-subheading: ΕΝ ΚΩΝΣΤΑΝΤΙΝΟΥΠΟΛΕΙ xyxy=(1102,1537,1288,1552)
cinema-desc-1: Ἔργον ἀφαντάστου θεαματικότητος xyxy=(329,684,525,696)
article-text: κοινὸν ὅλων τῶν παγκοσμίων γεγονότων καὶ ἐξαιρετικῶς ἐκείνων τὰ ὁποῖα τὸ ἐνδιαφέρουν τόσον ἄμεσα καὶ τόσον ζωτικῶς. xyxy=(296,52,558,109)
